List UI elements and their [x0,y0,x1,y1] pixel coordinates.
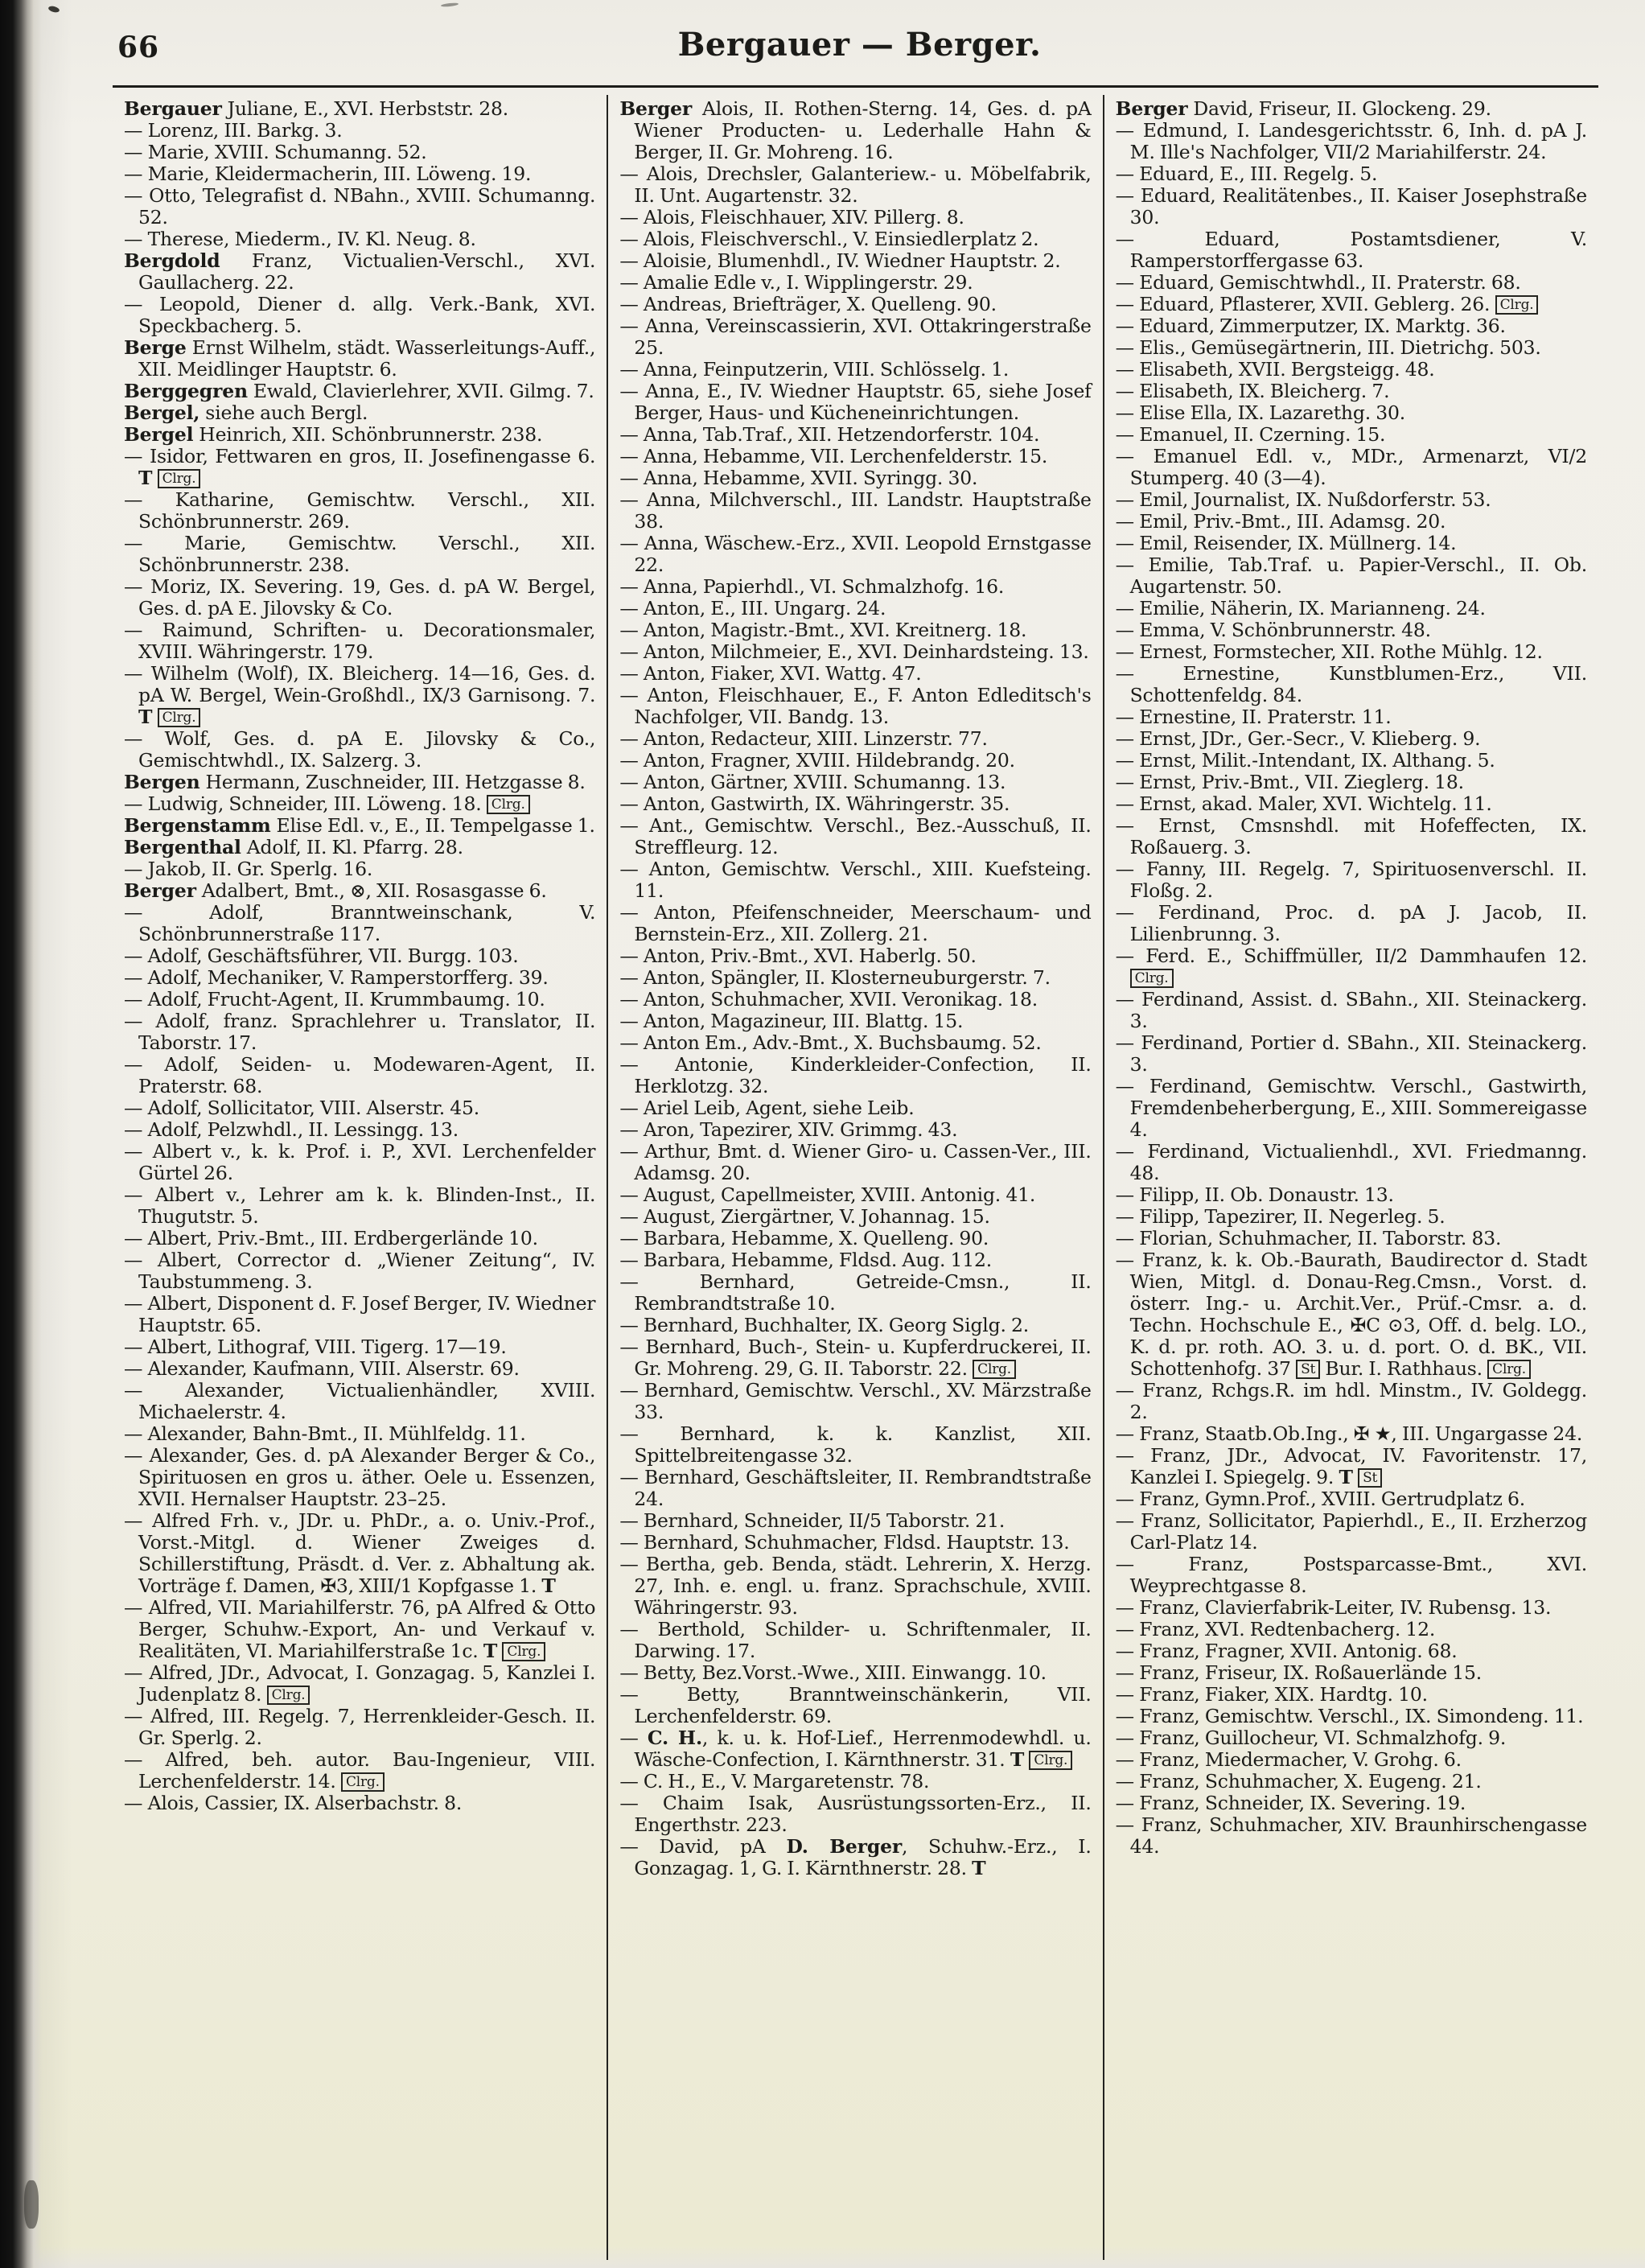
directory-entry: — Anna, Vereinscassierin, XVI. Ottakringerstraße 25. [619,315,1092,359]
directory-entry: — Anna, Feinputzerin, VIII. Schlösselg. 1. [619,358,1010,381]
directory-entry: Berge Ernst Wilhelm, städt. Wasserleitungs-Auff., XII. Meidlinger Hauptstr. 6. [124,336,596,381]
directory-entry: — Franz, Schuhmacher, XIV. Braunhirschengasse 44. [1115,1813,1587,1858]
directory-entry: — Bernhard, Schuhmacher, Fldsd. Hauptstr. 13. [619,1531,1070,1554]
surname: Bergauer [124,97,228,120]
directory-entry: — Bernhard, Buch-, Stein- u. Kupferdruckerei, II. Gr. Mohreng. 29, G. II. Taborstr. 22. Clrg. [619,1336,1092,1380]
directory-entry: — Alfred Frh. v., JDr. u. PhDr., a. o. Univ.-Prof., Vorst.-Mitgl. d. Wiener Zweiges d. Schillerstiftung, Präsdt. d. Ver. z. Abhaltung ak. Vorträge f. Damen, ✠3, XIII/1 Kopfgasse 1. T [124,1509,596,1597]
boxed-marker: Clrg. [341,1772,385,1792]
surname: Bergen [124,771,206,793]
directory-entry: — Moriz, IX. Severing. 19, Ges. d. pA W. Bergel, Ges. d. pA E. Jilovsky & Co. [124,575,596,619]
boxed-marker: Clrg. [973,1360,1016,1379]
page-number: 66 [117,31,160,64]
directory-entry: — Lorenz, III. Barkg. 3. [124,119,343,142]
directory-entry: — Ferdinand, Proc. d. pA J. Jacob, II. Lilienbrunng. 3. [1115,901,1587,945]
directory-entry: — Franz, Friseur, IX. Roßauerlände 15. [1115,1661,1483,1684]
directory-entry: — Anton, Fragner, XVIII. Hildebrandg. 20. [619,749,1015,772]
scan-speck [24,2180,39,2229]
directory-entry: — Ernestine, Kunstblumen-Erz., VII. Schottenfeldg. 84. [1115,662,1587,706]
directory-entry: — Emanuel, II. Czerning. 15. [1115,423,1386,446]
directory-entry: — Alois, Fleischhauer, XIV. Pillerg. 8. [619,206,964,228]
directory-entry: — Bernhard, Geschäftsleiter, II. Rembrandtstraße 24. [619,1466,1092,1510]
directory-entry: — Ernestine, II. Praterstr. 11. [1115,706,1392,728]
directory-entry: Berggegren Ewald, Clavierlehrer, XVII. Gilmg. 7. [124,380,594,402]
emphasis-text: T [138,467,153,489]
directory-entry: — Alexander, Ges. d. pA Alexander Berger & Co., Spirituosen en gros u. äther. Oele u. Essenzen, XVII. Hernalser Hauptstr. 23–25. [124,1444,596,1510]
boxed-marker: Clrg. [267,1686,310,1705]
page-header [117,24,1602,74]
directory-entry: — Bernhard, Buchhalter, IX. Georg Siglg. 2. [619,1314,1030,1336]
directory-entry: — Katharine, Gemischtw. Verschl., XII. Schönbrunnerstr. 269. [124,488,596,533]
directory-entry: — Ant., Gemischtw. Verschl., Bez.-Ausschuß, II. Streffleurg. 12. [619,814,1092,858]
directory-entry: — Amalie Edle v., I. Wipplingerstr. 29. [619,271,973,294]
directory-entry: — Elise Ella, IX. Lazarethg. 30. [1115,401,1406,424]
scan-speck [47,5,60,13]
directory-entry: — Anton, Fiaker, XVI. Wattg. 47. [619,662,922,685]
directory-entry: — Franz, Clavierfabrik-Leiter, IV. Rubensg. 13. [1115,1596,1552,1619]
directory-entry: — Bernhard, k. k. Kanzlist, XII. Spittelbreitengasse 32. [619,1422,1092,1467]
directory-entry: Berger Adalbert, Bmt., ⊗, XII. Rosasgasse 6. [124,879,547,902]
directory-entry: — Filipp, II. Ob. Donaustr. 13. [1115,1183,1394,1206]
boxed-marker: Clrg. [1487,1360,1531,1379]
directory-entry: — Eduard, Gemischtwhdl., II. Praterstr. 68. [1115,271,1521,294]
directory-entry: — Bertha, geb. Benda, städt. Lehrerin, X. Herzg. 27, Inh. e. engl. u. franz. Sprachschule, XVIII. Währingerstr. 93. [619,1553,1092,1619]
page-title: Bergauer — Berger. [677,26,1042,64]
directory-entry: — Aloisie, Blumenhdl., IV. Wiedner Hauptstr. 2. [619,249,1061,272]
emphasis-text: T [138,706,153,728]
directory-entry: — C. H., k. u. k. Hof-Lief., Herrenmodewhdl. u. Wäsche-Confection, I. Kärnthnerstr. 31. T Clrg. [619,1727,1092,1771]
surname: Bergel [124,423,199,446]
directory-entry: — Ferd. E., Schiffmüller, II/2 Dammhaufen 12. Clrg. [1115,945,1587,986]
surname: Bergenstamm [124,814,277,837]
directory-entry: — Alexander, Bahn-Bmt., II. Mühlfeldg. 11. [124,1422,526,1445]
directory-entry: — Franz, Miedermacher, V. Grohg. 6. [1115,1748,1462,1771]
directory-entry: — Ariel Leib, Agent, siehe Leib. [619,1097,915,1119]
directory-entry: — Franz, Gymn.Prof., XVIII. Gertrudplatz 6. [1115,1488,1525,1510]
directory-entry: — Franz, Rchgs.R. im hdl. Minstm., IV. Goldegg. 2. [1115,1379,1587,1423]
directory-entry: — Wilhelm (Wolf), IX. Bleicherg. 14—16, Ges. d. pA W. Bergel, Wein-Großhdl., IX/3 Garnisong. 7. T Clrg. [124,662,596,728]
directory-entry: — Elisabeth, XVII. Bergsteigg. 48. [1115,358,1435,381]
emphasis-text: T [541,1574,556,1597]
directory-entry: — Adolf, Geschäftsführer, VII. Burgg. 103. [124,945,519,967]
directory-entry: — Albert, Lithograf, VIII. Tigerg. 17—19. [124,1336,507,1358]
directory-entry: — Albert, Priv.-Bmt., III. Erdbergerlände 10. [124,1227,538,1249]
directory-entry: — Betty, Branntweinschänkerin, VII. Lerchenfelderstr. 69. [619,1683,1092,1727]
directory-entry: — Bernhard, Schneider, II/5 Taborstr. 21. [619,1509,1006,1532]
surname: Berggegren [124,380,253,402]
directory-entry: — Bernhard, Gemischtw. Verschl., XV. Märzstraße 33. [619,1379,1092,1423]
directory-entry: — Ernest, Formstecher, XII. Rothe Mühlg. 12. [1115,640,1543,663]
directory-entry: — Emil, Priv.-Bmt., III. Adamsg. 20. [1115,510,1446,533]
directory-column-2 [607,95,1102,2260]
directory-entry: — Franz, Postsparcasse-Bmt., XVI. Weyprechtgasse 8. [1115,1553,1587,1597]
scan-speck [441,2,459,7]
directory-entry: — August, Ziergärtner, V. Johannag. 15. [619,1205,990,1228]
directory-entry: — Ludwig, Schneider, III. Löweng. 18. Clrg. [124,793,595,815]
emphasis-text: T [1010,1748,1025,1771]
directory-entry: Bergen Hermann, Zuschneider, III. Hetzgasse 8. [124,771,586,793]
boxed-marker: Clrg. [158,469,201,488]
emphasis-text: C. H. [647,1727,702,1749]
directory-entry: — Leopold, Diener d. allg. Verk.-Bank, XVI. Speckbacherg. 5. [124,293,596,337]
directory-entry: — David, pA D. Berger, Schuhw.-Erz., I. Gonzagag. 1, G. I. Kärnthnerstr. 28. T [619,1835,1092,1879]
directory-entry: — Ernst, JDr., Ger.-Secr., V. Klieberg. 9. [1115,727,1481,750]
directory-entry: — Anna, Wäschew.-Erz., XVII. Leopold Ernstgasse 22. [619,532,1092,576]
directory-entry: — Albert, Corrector d. „Wiener Zeitung“, IV. Taubstummeng. 3. [124,1249,596,1293]
directory-entry: — Albert v., k. k. Prof. i. P., XVI. Lerchenfelder Gürtel 26. [124,1140,596,1184]
directory-entry: — Alfred, JDr., Advocat, I. Gonzagag. 5, Kanzlei I. Judenplatz 8. Clrg. [124,1661,596,1706]
header-rule [113,85,1598,88]
directory-entry: — Filipp, Tapezirer, II. Negerleg. 5. [1115,1205,1446,1228]
directory-entry: — Emilie, Näherin, IX. Marianneng. 24. [1115,597,1486,619]
boxed-marker: St [1358,1468,1382,1488]
boxed-marker: Clrg. [1495,295,1539,315]
directory-entry: — Anton, Gastwirth, IX. Währingerstr. 35. [619,792,1010,815]
emphasis-text: T [1339,1466,1353,1488]
directory-entry: — Anna, Hebamme, VII. Lerchenfelderstr. 15. [619,445,1048,467]
directory-entry: — Albert, Disponent d. F. Josef Berger, IV. Wiedner Hauptstr. 65. [124,1292,596,1336]
directory-entry: — Otto, Telegrafist d. NBahn., XVIII. Schumanng. 52. [124,184,596,228]
boxed-marker: Clrg. [1029,1751,1072,1770]
directory-entry: Bergel, siehe auch Bergl. [124,401,368,424]
directory-entry: — Albert v., Lehrer am k. k. Blinden-Inst., II. Thugutstr. 5. [124,1183,596,1228]
directory-entry: — Eduard, Realitätenbes., II. Kaiser Josephstraße 30. [1115,184,1587,228]
boxed-marker: St [1296,1360,1320,1379]
directory-entry: Bergdold Franz, Victualien-Verschl., XVI. Gaullacherg. 22. [124,249,596,294]
directory-entry: — Anton, Schuhmacher, XVII. Veronikag. 18. [619,988,1038,1011]
directory-entry: — Berthold, Schilder- u. Schriftenmaler, II. Darwing. 17. [619,1618,1092,1662]
directory-entry: — Emanuel Edl. v., MDr., Armenarzt, VI/2 Stumperg. 40 (3—4). [1115,445,1587,489]
directory-entry: — Anton, Pfeifenschneider, Meerschaum- und Bernstein-Erz., XII. Zollerg. 21. [619,901,1092,945]
directory-entry: — C. H., E., V. Margaretenstr. 78. [619,1770,930,1793]
directory-entry: — Marie, Gemischtw. Verschl., XII. Schönbrunnerstr. 238. [124,532,596,576]
directory-entry: — Anton, Magistr.-Bmt., XVI. Kreitnerg. 18. [619,619,1027,641]
directory-entry: — Eduard, E., III. Regelg. 5. [1115,163,1378,185]
directory-entry: — Anton, Redacteur, XIII. Linzerstr. 77. [619,727,988,750]
directory-column-1 [113,95,607,2260]
directory-entry: — Wolf, Ges. d. pA E. Jilovsky & Co., Gemischtwhdl., IX. Salzerg. 3. [124,727,596,772]
directory-entry: — Edmund, I. Landesgerichtsstr. 6, Inh. d. pA J. M. Ille's Nachfolger, VII/2 Mariahilferstr. 24. [1115,119,1587,163]
boxed-marker: Clrg. [158,708,201,727]
surname: Berger [124,879,202,902]
directory-entry: — Ferdinand, Assist. d. SBahn., XII. Steinackerg. 3. [1115,988,1587,1032]
directory-entry: — Adolf, franz. Sprachlehrer u. Translator, II. Taborstr. 17. [124,1010,596,1054]
directory-entry: — Anna, Milchverschl., III. Landstr. Hauptstraße 38. [619,488,1092,533]
directory-entry: — Barbara, Hebamme, X. Quelleng. 90. [619,1227,989,1249]
directory-entry: — Anton, Gemischtw. Verschl., XIII. Kuefsteing. 11. [619,858,1092,902]
directory-entry: — Marie, XVIII. Schumanng. 52. [124,141,427,163]
directory-entry: — Franz, Fiaker, XIX. Hardtg. 10. [1115,1683,1428,1706]
directory-entry: — Alois, Drechsler, Galanteriew.- u. Möbelfabrik, II. Unt. Augartenstr. 32. [619,163,1092,207]
directory-entry: — Isidor, Fettwaren en gros, II. Josefinengasse 6. T Clrg. [124,445,596,489]
directory-entry: — Eduard, Postamtsdiener, V. Ramperstorffergasse 63. [1115,228,1587,272]
directory-entry: — Arthur, Bmt. d. Wiener Giro- u. Cassen-Ver., III. Adamsg. 20. [619,1140,1092,1184]
boxed-marker: Clrg. [487,795,530,814]
surname: Berger [1115,97,1194,120]
directory-entry: — Ernst, Milit.-Intendant, IX. Althang. 5. [1115,749,1495,772]
directory-entry: — Eduard, Pflasterer, XVII. Geblerg. 26. Clrg. [1116,294,1587,315]
surname: Bergel, [124,401,206,424]
directory-entry: — Adolf, Mechaniker, V. Ramperstorfferg. 39. [124,966,549,989]
directory-entry: — Ferdinand, Portier d. SBahn., XII. Steinackerg. 3. [1115,1031,1587,1076]
directory-entry: — Ernst, Cmsnshdl. mit Hofeffecten, IX. Roßauerg. 3. [1115,814,1587,858]
directory-entry: — Therese, Miederm., IV. Kl. Neug. 8. [124,228,476,250]
directory-entry: — Anton, Milchmeier, E., XVI. Deinhardsteing. 13. [619,640,1089,663]
directory-entry: — Elisabeth, IX. Bleicherg. 7. [1115,380,1390,402]
directory-entry: — Franz, JDr., Advocat, IV. Favoritenstr. 17, Kanzlei I. Spiegelg. 9. T St [1115,1444,1587,1488]
directory-entry: — Anton, Fleischhauer, E., F. Anton Edleditsch's Nachfolger, VII. Bandg. 13. [619,684,1092,728]
directory-entry: — Franz, Fragner, XVII. Antonig. 68. [1115,1640,1458,1662]
directory-entry: — Franz, XVI. Redtenbacherg. 12. [1115,1618,1436,1640]
directory-entry: Bergel Heinrich, XII. Schönbrunnerstr. 238. [124,423,543,446]
directory-entry: — Anton, Priv.-Bmt., XVI. Haberlg. 50. [619,945,977,967]
boxed-marker: Clrg. [502,1642,545,1661]
directory-entry: — Franz, Schneider, IX. Severing. 19. [1115,1792,1466,1814]
directory-entry: — Adolf, Pelzwhdl., II. Lessingg. 13. [124,1118,459,1141]
directory-entry: — Adolf, Sollicitator, VIII. Alserstr. 45. [124,1097,480,1119]
directory-entry: — Antonie, Kinderkleider-Confection, II. Herklotzg. 32. [619,1053,1092,1097]
directory-entry: — Chaim Isak, Ausrüstungssorten-Erz., II. Engerthstr. 223. [619,1792,1092,1836]
directory-entry: — Anton, E., III. Ungarg. 24. [619,597,886,619]
boxed-marker: Clrg. [1130,969,1174,988]
directory-entry: — Alois, Fleischverschl., V. Einsiedlerplatz 2. [619,228,1039,250]
directory-entry: — Emil, Reisender, IX. Müllnerg. 14. [1115,532,1457,554]
directory-entry: — Bernhard, Getreide-Cmsn., II. Rembrandtstraße 10. [619,1270,1092,1315]
directory-entry: — Emilie, Tab.Traf. u. Papier-Verschl., II. Ob. Augartenstr. 50. [1115,554,1587,598]
directory-entry: — Franz, Staatb.Ob.Ing., ✠ ★, III. Ungargasse 24. [1115,1422,1583,1445]
directory-entry: Berger Alois, II. Rothen-Sterng. 14, Ges. d. pA Wiener Producten- u. Lederhalle Hahn & Berger, II. Gr. Mohreng. 16. [619,97,1092,163]
emphasis-text: T [972,1857,986,1879]
directory-entry: — Emil, Journalist, IX. Nußdorferstr. 53. [1115,488,1491,511]
directory-entry: — August, Capellmeister, XVIII. Antonig. 41. [619,1183,1036,1206]
directory-entry: — Alexander, Kaufmann, VIII. Alserstr. 69. [124,1357,520,1380]
directory-entry: — Ferdinand, Victualienhdl., XVI. Friedmanng. 48. [1115,1140,1587,1184]
directory-entry: Bergenthal Adolf, II. Kl. Pfarrg. 28. [124,836,463,858]
directory-entry: — Fanny, III. Regelg. 7, Spirituosenverschl. II. Floßg. 2. [1115,858,1587,902]
directory-entry: — Anton Em., Adv.-Bmt., X. Buchsbaumg. 52. [619,1031,1042,1054]
emphasis-text: D. Berger [786,1835,902,1858]
directory-entry: — Marie, Kleidermacherin, III. Löweng. 19. [124,163,532,185]
directory-entry: — Jakob, II. Gr. Sperlg. 16. [124,858,373,880]
directory-entry: — Raimund, Schriften- u. Decorationsmaler, XVIII. Währingerstr. 179. [124,619,596,663]
directory-entry: — Eduard, Zimmerputzer, IX. Marktg. 36. [1115,315,1506,337]
directory-entry: — Andreas, Briefträger, X. Quelleng. 90. [619,293,997,315]
directory-entry: — Ferdinand, Gemischtw. Verschl., Gastwirth, Fremdenbeherbergung, E., XIII. Sommereigasse 4. [1115,1075,1587,1141]
directory-columns [113,95,1598,2260]
surname: Berge [124,336,192,359]
directory-entry: — Ernst, akad. Maler, XVI. Wichtelg. 11. [1115,792,1492,815]
emphasis-text: T [483,1640,498,1662]
directory-entry: — Anton, Spängler, II. Klosterneuburgerstr. 7. [619,966,1051,989]
surname: Berger [619,97,702,120]
directory-entry: — Adolf, Seiden- u. Modewaren-Agent, II. Praterstr. 68. [124,1053,596,1097]
directory-entry: — Alfred, VII. Mariahilferstr. 76, pA Alfred & Otto Berger, Schuhw.-Export, An- und Verkauf v. Realitäten, VI. Mariahilferstraße 1c. T Clrg. [124,1596,596,1662]
surname: Bergenthal [124,836,247,858]
directory-entry: — Franz, Guillocheur, VI. Schmalzhofg. 9. [1115,1727,1507,1749]
directory-entry: — Adolf, Frucht-Agent, II. Krummbaumg. 10. [124,988,545,1011]
directory-entry: — Florian, Schuhmacher, II. Taborstr. 83. [1115,1227,1502,1249]
directory-entry: Bergenstamm Elise Edl. v., E., II. Tempelgasse 1. [124,814,595,837]
surname: Bergdold [124,249,252,272]
directory-entry: — Anna, E., IV. Wiedner Hauptstr. 65, siehe Josef Berger, Haus- und Kücheneinrichtungen. [619,380,1092,424]
directory-entry: — Anna, Hebamme, XVII. Syringg. 30. [619,467,978,489]
directory-entry: — Alexander, Victualienhändler, XVIII. Michaelerstr. 4. [124,1379,596,1423]
directory-entry: — Aron, Tapezirer, XIV. Grimmg. 43. [619,1118,958,1141]
directory-entry: — Anna, Papierhdl., VI. Schmalzhofg. 16. [619,575,1005,598]
directory-entry: — Adolf, Branntweinschank, V. Schönbrunnerstraße 117. [124,901,596,945]
directory-entry: Berger David, Friseur, II. Glockeng. 29. [1115,97,1491,120]
directory-entry: — Barbara, Hebamme, Fldsd. Aug. 112. [619,1249,993,1271]
directory-entry: — Elis., Gemüsegärtnerin, III. Dietrichg. 503. [1115,336,1541,359]
directory-entry: — Emma, V. Schönbrunnerstr. 48. [1115,619,1431,641]
directory-column-3 [1103,95,1598,2260]
directory-entry: — Ernst, Priv.-Bmt., VII. Zieglerg. 18. [1115,771,1464,793]
book-binding-shadow [0,0,42,2268]
directory-entry: — Betty, Bez.Vorst.-Wwe., XIII. Einwangg. 10. [619,1661,1047,1684]
directory-entry: — Alois, Cassier, IX. Alserbachstr. 8. [124,1792,463,1814]
directory-entry: — Alfred, III. Regelg. 7, Herrenkleider-Gesch. II. Gr. Sperlg. 2. [124,1705,596,1749]
directory-entry: — Anna, Tab.Traf., XII. Hetzendorferstr. 104. [619,423,1040,446]
directory-entry: Bergauer Juliane, E., XVI. Herbststr. 28. [124,97,508,120]
directory-entry: — Franz, Schuhmacher, X. Eugeng. 21. [1115,1770,1482,1793]
directory-entry: — Franz, Sollicitator, Papierhdl., E., II. Erzherzog Carl-Platz 14. [1115,1509,1587,1554]
directory-entry: — Franz, Gemischtw. Verschl., IX. Simondeng. 11. [1115,1705,1584,1727]
directory-entry: — Anton, Magazineur, III. Blattg. 15. [619,1010,964,1032]
directory-entry: — Alfred, beh. autor. Bau-Ingenieur, VIII. Lerchenfelderstr. 14. Clrg. [124,1748,596,1793]
directory-entry: — Franz, k. k. Ob.-Baurath, Baudirector d. Stadt Wien, Mitgl. d. Donau-Reg.Cmsn., Vorst. d. österr. Ing.- u. Archit.Ver., Prüf.-Cmsr. a. d. Techn. Hochschule E., ✠C ⊙3, Off. d. belg. LO., K. d. pr. roth. AO. 3. u. d. port. O. d. BK., VII. Schottenhofg. 37 St Bur. I. Rathhaus. Clrg. [1115,1249,1587,1380]
directory-entry: — Anton, Gärtner, XVIII. Schumanng. 13. [619,771,1006,793]
